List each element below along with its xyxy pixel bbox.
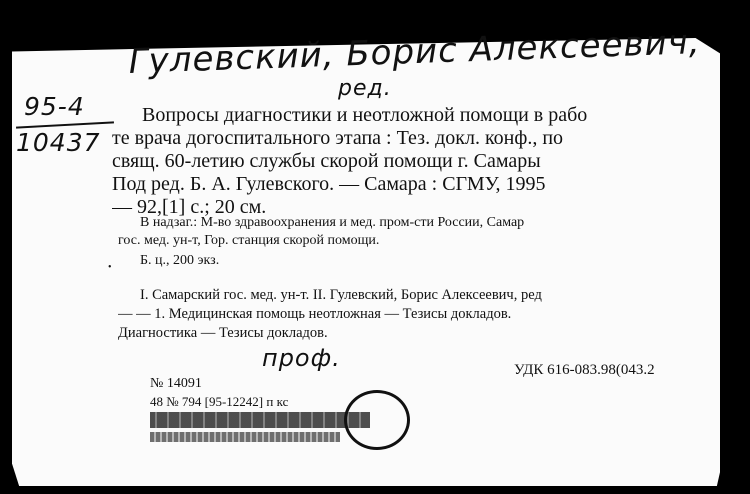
library-stamp-line xyxy=(150,432,340,442)
call-number-bottom: 10437 xyxy=(16,128,101,157)
description-line: — 92,[1] с.; 20 см. xyxy=(112,196,267,218)
accession-number: № 14091 xyxy=(150,376,202,391)
udc-code: УДК 616-083.98(043.2 xyxy=(514,362,655,378)
handwritten-role: ред. xyxy=(338,76,392,101)
tracing-line: I. Самарский гос. мед. ун-т. II. Гулевский, Борис Алексеевич, ред xyxy=(140,287,542,303)
accession-details: 48 № 794 [95-12242] п кс xyxy=(150,394,289,409)
bibliographic-description xyxy=(112,104,672,219)
scan-edge xyxy=(720,40,750,494)
bullet-mark: • xyxy=(108,262,112,273)
price-note: Б. ц., 200 экз. xyxy=(140,253,220,268)
description-line: Вопросы диагностики и неотложной помощи в рабо xyxy=(142,104,588,126)
call-number-top: 95-4 xyxy=(24,92,85,121)
handwritten-note: проф. xyxy=(262,344,341,372)
tracings xyxy=(118,286,674,343)
note-line: В надзаг.: М-во здравоохранения и мед. пром-сти России, Самар xyxy=(140,215,525,230)
header-note xyxy=(118,214,674,250)
tracing-line: Диагностика — Тезисы докладов. xyxy=(118,325,328,341)
round-stamp xyxy=(344,390,410,450)
library-stamp xyxy=(150,412,370,428)
tracing-line: — — 1. Медицинская помощь неотложная — Тезисы докладов. xyxy=(118,306,512,322)
handwritten-author: Гулевский, Борис Алексеевич, xyxy=(128,22,702,82)
description-line: те врача догоспитального этапа : Тез. докл. конф., по xyxy=(112,127,564,149)
description-line: Под ред. Б. А. Гулевского. — Самара : СГМУ, 1995 xyxy=(112,173,546,195)
note-line: гос. мед. ун-т, Гор. станция скорой помощи. xyxy=(118,233,380,248)
description-line: свящ. 60-летию службы скорой помощи г. Самары xyxy=(112,150,541,172)
